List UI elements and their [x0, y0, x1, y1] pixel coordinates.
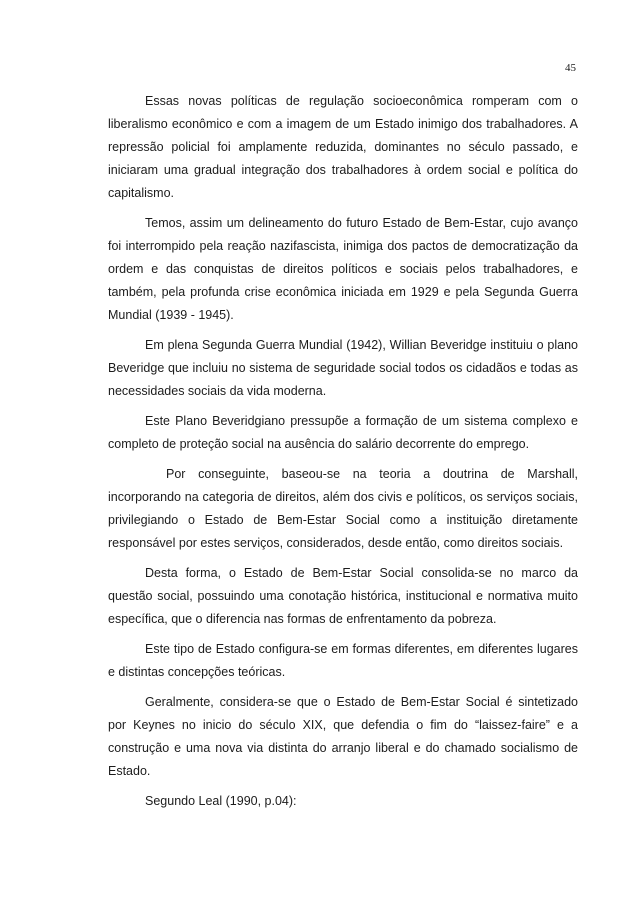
paragraph: Desta forma, o Estado de Bem-Estar Social consolida-se no marco da questão social, possuindo uma conotação histórica, institucional e normativa muito específica, que o diferencia nas formas de enfrentamento da pobreza.: [108, 566, 578, 626]
page-number: 45: [565, 62, 576, 74]
paragraph: Por conseguinte, baseou-se na teoria a doutrina de Marshall, incorporando na categoria de direitos, além dos civis e políticos, os serviços sociais, privilegiando o Estado de Bem-Estar Social como a instituição diretamente responsável por estes serviços, considerados, desde então, como direitos sociais.: [108, 467, 578, 550]
paragraph: Segundo Leal (1990, p.04):: [145, 794, 297, 808]
body-text: [108, 90, 578, 820]
paragraph: Este Plano Beveridgiano pressupõe a formação de um sistema complexo e completo de proteção social na ausência do salário decorrente do emprego.: [108, 414, 578, 451]
paragraph: Geralmente, considera-se que o Estado de Bem-Estar Social é sintetizado por Keynes no inicio do século XIX, que defendia o fim do “laissez-faire” e a construção e uma nova via distinta do arranjo liberal e do chamado socialismo de Estado.: [108, 695, 578, 778]
paragraph: Em plena Segunda Guerra Mundial (1942), Willian Beveridge instituiu o plano Beveridge que incluiu no sistema de seguridade social todos os cidadãos e todas as necessidades sociais da vida moderna.: [108, 338, 578, 398]
paragraph: Temos, assim um delineamento do futuro Estado de Bem-Estar, cujo avanço foi interrompido pela reação nazifascista, inimiga dos pactos de democratização da ordem e das conquistas de direitos políticos e sociais pelos trabalhadores, e também, pela profunda crise econômica iniciada em 1929 e pela Segunda Guerra Mundial (1939 - 1945).: [108, 216, 578, 322]
paragraph: Este tipo de Estado configura-se em formas diferentes, em diferentes lugares e distintas concepções teóricas.: [108, 642, 578, 679]
paragraph: Essas novas políticas de regulação socioeconômica romperam com o liberalismo econômico e com a imagem de um Estado inimigo dos trabalhadores. A repressão policial foi amplamente reduzida, dominantes no século passado, e iniciaram uma gradual integração dos trabalhadores à ordem social e política do capitalismo.: [108, 94, 578, 200]
